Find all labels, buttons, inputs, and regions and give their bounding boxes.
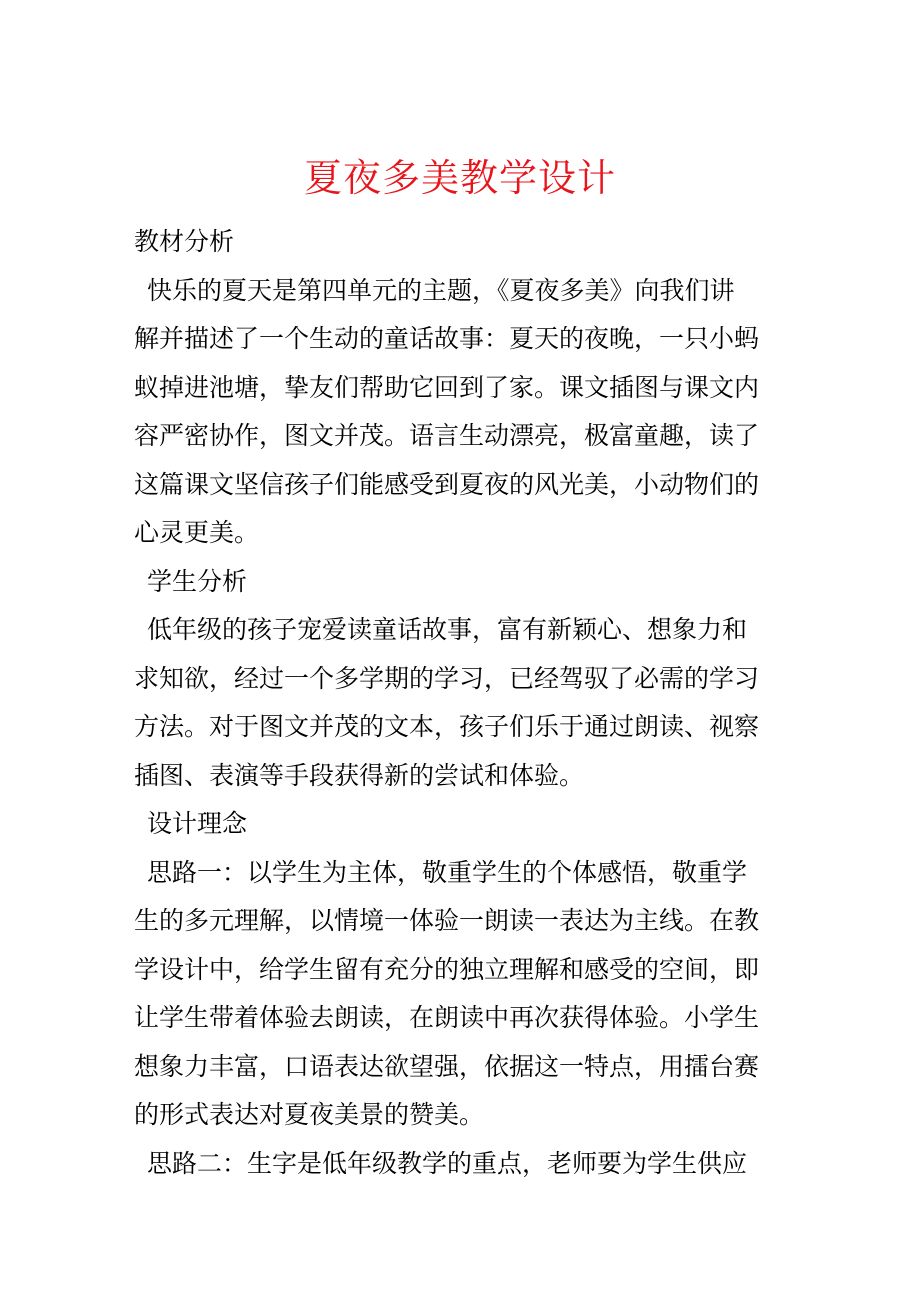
paragraph-line: 思路一：以学生为主体，敬重学生的个体感悟，敬重学 [147, 857, 748, 887]
paragraph-line: 快乐的夏天是第四单元的主题，《夏夜多美》向我们讲 [147, 275, 735, 305]
document-body [134, 218, 794, 1188]
paragraph-line: 心灵更美。 [134, 518, 260, 547]
paragraph-line: 低年级的孩子宠爱读童话故事，富有新颖心、想象力和 [147, 615, 748, 644]
paragraph-line: 求知欲，经过一个多学期的学习，已经驾驭了必需的学习 [134, 663, 760, 693]
paragraph-line: 学设计中，给学生留有充分的独立理解和感受的空间，即 [134, 954, 760, 984]
paragraph-line: 蚁掉进池塘，挚友们帮助它回到了家。课文插图与课文内 [134, 372, 760, 402]
section-heading-textbook-analysis: 教材分析 [134, 227, 235, 256]
paragraph-line: 思路二：生字是低年级教学的重点，老师要为学生供应 [147, 1148, 748, 1178]
paragraph-line: 方法。对于图文并茂的文本，孩子们乐于通过朗读、视察 [134, 712, 760, 741]
paragraph-line: 生的多元理解，以情境一体验一朗读一表达为主线。在教 [134, 906, 760, 935]
paragraph-line: 让学生带着体验去朗读，在朗读中再次获得体验。小学生 [134, 1003, 760, 1032]
section-heading-student-analysis: 学生分析 [147, 566, 248, 596]
document-title: 夏夜多美教学设计 [303, 156, 616, 200]
section-heading-design-concept: 设计理念 [147, 809, 248, 838]
paragraph-line: 容严密协作，图文并茂。语言生动漂亮，极富童趣，读了 [134, 421, 760, 450]
paragraph-line: 想象力丰富，口语表达欲望强，依据这一特点，用擂台赛 [134, 1051, 760, 1081]
paragraph-line: 插图、表演等手段获得新的尝试和体验。 [134, 760, 585, 790]
paragraph-line: 这篇课文坚信孩子们能感受到夏夜的风光美，小动物们的 [134, 469, 760, 499]
paragraph-line: 的形式表达对夏夜美景的赞美。 [134, 1100, 485, 1129]
paragraph-line: 解并描述了一个生动的童话故事：夏天的夜晚，一只小蚂 [134, 324, 760, 353]
